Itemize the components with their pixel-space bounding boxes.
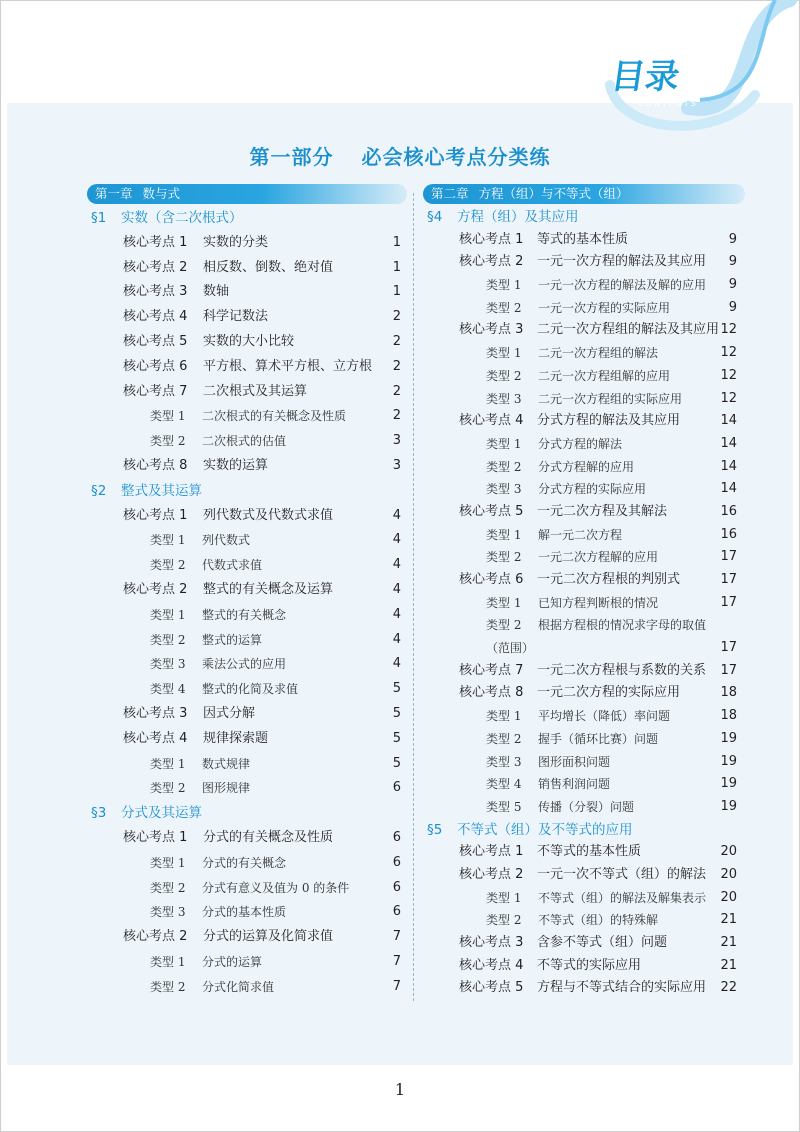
entry-title: 一元二次方程根的判别式 <box>537 572 681 587</box>
toc-entry-type[interactable] <box>423 388 745 411</box>
toc-entry-type[interactable] <box>423 433 745 456</box>
toc-entry-core-point[interactable] <box>87 702 407 727</box>
type-label: 类型 2 <box>150 632 186 647</box>
entry-title: 销售利润问题 <box>538 777 611 792</box>
toc-entry-core-point[interactable] <box>87 280 407 305</box>
logo-subtitle: CONTENTS <box>638 99 698 108</box>
page-ref: 7 <box>392 929 401 945</box>
toc-entry-type[interactable] <box>87 603 407 628</box>
entry-title: 分式的有关概念及性质 <box>203 829 334 845</box>
entry-title: 数式规律 <box>202 756 251 771</box>
entry-title: 整式的化简及求值 <box>202 682 299 697</box>
toc-entry-core-point[interactable] <box>423 841 745 864</box>
toc-entry-core-point[interactable] <box>423 864 745 887</box>
entry-title: 二元一次方程组的解法 <box>538 346 659 361</box>
toc-entry-core-point[interactable] <box>423 319 745 342</box>
section-number: §5 <box>427 821 443 838</box>
page-ref: 7 <box>392 978 401 994</box>
entry-title: 图形面积问题 <box>538 754 611 769</box>
page-ref: 5 <box>392 705 401 721</box>
toc-entry-type[interactable] <box>87 528 407 553</box>
section-heading[interactable] <box>423 206 745 229</box>
page-ref: 14 <box>720 413 737 429</box>
section-heading[interactable] <box>87 801 407 826</box>
entry-title: 一元二次方程解的应用 <box>538 550 659 565</box>
entry-title: 解一元二次方程 <box>538 527 623 542</box>
core-point-label: 核心考点 8 <box>123 457 188 473</box>
page-ref: 3 <box>392 457 401 473</box>
core-point-label: 核心考点 4 <box>123 309 188 325</box>
type-label: 类型 1 <box>486 709 522 724</box>
entry-title: 分式方程的解法及其应用 <box>537 413 681 429</box>
entry-title: 根据方程根的情况求字母的取值 <box>538 618 707 633</box>
chapter-banner <box>87 184 407 204</box>
page-ref: 6 <box>392 879 401 895</box>
toc-entry-type[interactable] <box>423 728 745 751</box>
toc-entry-type[interactable] <box>87 752 407 777</box>
part-title-name: 必会核心考点分类练 <box>361 145 551 169</box>
page-ref: 12 <box>720 345 737 361</box>
entry-title: 等式的基本性质 <box>537 231 629 247</box>
section-heading[interactable] <box>87 206 407 231</box>
page-ref: 14 <box>720 458 737 474</box>
entry-title: 二次根式的有关概念及性质 <box>202 409 347 424</box>
toc-entry-type[interactable] <box>423 614 745 637</box>
page-ref: 14 <box>720 435 737 451</box>
toc-entry-type[interactable] <box>87 876 407 901</box>
entry-title-continued: （范围） <box>486 641 535 656</box>
page-ref: 4 <box>392 656 401 672</box>
entry-title: 平均增长（降低）率问题 <box>538 709 671 724</box>
page-ref: 14 <box>720 481 737 497</box>
page-ref: 16 <box>720 526 737 542</box>
entry-title: 一元一次方程的解法及解的应用 <box>538 278 707 293</box>
page-ref: 17 <box>720 572 737 587</box>
type-label: 类型 1 <box>150 607 186 622</box>
section-heading[interactable] <box>423 819 745 842</box>
entry-title: 分式方程的实际应用 <box>538 482 647 497</box>
page-ref: 21 <box>720 935 737 950</box>
core-point-label: 核心考点 2 <box>123 581 188 597</box>
toc-entry-type[interactable] <box>87 950 407 975</box>
toc-entry-core-point[interactable] <box>87 504 407 529</box>
toc-entry-type[interactable] <box>87 553 407 578</box>
page-ref: 5 <box>392 730 401 746</box>
core-point-label: 核心考点 5 <box>459 980 524 996</box>
contents-logo-decoration <box>580 0 800 150</box>
core-point-label: 核心考点 4 <box>123 730 188 746</box>
type-label: 类型 1 <box>150 756 186 771</box>
toc-entry-core-point[interactable] <box>423 660 745 683</box>
toc-entry-core-point[interactable] <box>423 955 745 978</box>
page-ref: 7 <box>392 953 401 969</box>
page-ref: 12 <box>720 367 737 383</box>
toc-entry-core-point[interactable] <box>87 330 407 355</box>
page-ref: 22 <box>720 980 737 996</box>
page-ref: 4 <box>392 631 401 647</box>
entry-title: 因式分解 <box>203 705 256 721</box>
type-label: 类型 3 <box>486 754 522 769</box>
page-ref: 4 <box>392 532 401 548</box>
page-ref: 4 <box>392 581 401 597</box>
page-ref: 1 <box>392 234 401 250</box>
section-title: 整式及其运算 <box>121 482 202 499</box>
toc-entry-type[interactable] <box>423 773 745 796</box>
type-label: 类型 1 <box>486 278 522 293</box>
page-ref: 4 <box>392 606 401 622</box>
type-label: 类型 2 <box>486 459 522 474</box>
entry-title: 列代数式 <box>202 533 251 548</box>
core-point-label: 核心考点 7 <box>123 383 188 399</box>
section-title: 分式及其运算 <box>121 805 202 822</box>
page-ref: 18 <box>720 708 737 724</box>
page-ref: 4 <box>392 507 401 523</box>
entry-title: 分式化简求值 <box>202 979 275 994</box>
entry-title: 代数式求值 <box>202 558 263 573</box>
core-point-label: 核心考点 2 <box>459 254 524 270</box>
type-label: 类型 2 <box>486 913 522 928</box>
core-point-label: 核心考点 6 <box>459 572 524 587</box>
type-label: 类型 2 <box>150 880 186 895</box>
type-label: 类型 3 <box>150 905 186 920</box>
page-ref: 21 <box>720 912 737 928</box>
entry-title: 握手（循环比赛）问题 <box>538 731 659 746</box>
core-point-label: 核心考点 3 <box>123 284 188 300</box>
core-point-label: 核心考点 2 <box>459 866 524 882</box>
page-ref: 6 <box>392 829 401 845</box>
type-label: 类型 4 <box>150 682 186 697</box>
column-divider <box>413 193 414 1001</box>
toc-entry-core-point[interactable] <box>423 977 745 1000</box>
core-point-label: 核心考点 2 <box>123 929 188 945</box>
toc-entry-core-point[interactable] <box>423 251 745 274</box>
toc-entry-core-point[interactable] <box>87 256 407 281</box>
page-ref: 9 <box>728 277 737 293</box>
entry-title: 整式的有关概念 <box>202 607 287 622</box>
toc-entry-core-point[interactable] <box>87 454 407 479</box>
toc-entry-type[interactable] <box>423 274 745 297</box>
entry-title: 二元一次方程组的解法及其应用 <box>537 322 720 338</box>
type-label: 类型 1 <box>486 527 522 542</box>
toc-entry-type[interactable] <box>423 524 745 547</box>
toc-entry-type[interactable] <box>87 404 407 429</box>
page-ref: 16 <box>720 503 737 519</box>
page-ref: 2 <box>392 408 401 424</box>
entry-title: 不等式（组）的解法及解集表示 <box>538 890 707 905</box>
type-label: 类型 3 <box>486 391 522 406</box>
type-label: 类型 1 <box>150 533 186 548</box>
type-label: 类型 3 <box>486 482 522 497</box>
type-label: 类型 1 <box>150 409 186 424</box>
core-point-label: 核心考点 8 <box>459 685 524 701</box>
core-point-label: 核心考点 5 <box>123 333 188 349</box>
type-label: 类型 2 <box>486 300 522 315</box>
page-ref: 5 <box>392 681 401 697</box>
core-point-label: 核心考点 1 <box>123 507 188 523</box>
type-label: 类型 2 <box>150 558 186 573</box>
part-title <box>0 141 800 170</box>
core-point-label: 核心考点 5 <box>459 503 524 519</box>
page-ref: 2 <box>392 333 401 349</box>
toc-entry-core-point[interactable] <box>423 569 745 592</box>
toc-entry-type[interactable] <box>423 796 745 819</box>
entry-title: 分式方程的解法 <box>538 436 623 451</box>
left-column <box>87 184 407 1000</box>
entry-title: 实数的运算 <box>203 457 269 473</box>
page-ref: 17 <box>720 594 737 610</box>
type-label: 类型 2 <box>486 731 522 746</box>
toc-entry-type[interactable] <box>423 478 745 501</box>
page-ref: 6 <box>392 904 401 920</box>
page-ref: 9 <box>728 299 737 315</box>
toc-entry-type[interactable] <box>423 705 745 728</box>
section-title: 实数（含二次根式） <box>121 210 243 226</box>
entry-title: 图形规律 <box>202 781 251 796</box>
entry-title: 规律探索题 <box>203 730 269 746</box>
entry-title: 平方根、算术平方根、立方根 <box>203 358 373 374</box>
entry-title: 不等式（组）的特殊解 <box>538 913 659 928</box>
entry-title: 二次根式的估值 <box>202 434 287 449</box>
toc-entry-type[interactable] <box>423 365 745 388</box>
core-point-label: 核心考点 1 <box>123 234 188 250</box>
entry-title: 分式的有关概念 <box>202 855 287 870</box>
entry-title: 不等式的基本性质 <box>537 844 642 860</box>
type-label: 类型 4 <box>486 777 522 792</box>
toc-entry-type[interactable] <box>423 592 745 615</box>
type-label: 类型 2 <box>486 368 522 383</box>
toc-entry-core-point[interactable] <box>423 932 745 955</box>
type-label: 类型 1 <box>486 346 522 361</box>
chapter-name: 数与式 <box>142 186 181 201</box>
page-number: 1 <box>394 1080 406 1099</box>
core-point-label: 核心考点 1 <box>123 829 188 845</box>
core-point-label: 核心考点 7 <box>459 662 524 678</box>
type-label: 类型 3 <box>150 657 186 672</box>
entry-title: 分式有意义及值为 0 的条件 <box>202 880 350 895</box>
toc-entry-type[interactable] <box>423 887 745 910</box>
entry-title: 一元二次方程的实际应用 <box>537 685 681 701</box>
page-ref: 1 <box>392 284 401 300</box>
type-label: 类型 1 <box>150 855 186 870</box>
toc-entry-core-point[interactable] <box>423 229 745 252</box>
toc-entry-type[interactable] <box>423 297 745 320</box>
page-ref: 4 <box>392 557 401 573</box>
toc-entry-type[interactable] <box>423 456 745 479</box>
core-point-label: 核心考点 1 <box>459 231 524 247</box>
entry-title: 二元一次方程组的实际应用 <box>538 391 683 406</box>
core-point-label: 核心考点 3 <box>123 705 188 721</box>
page-ref: 19 <box>720 753 737 769</box>
page-ref: 17 <box>720 549 737 565</box>
type-label: 类型 2 <box>486 618 522 633</box>
entry-title: 数轴 <box>203 284 230 300</box>
type-label: 类型 1 <box>486 890 522 905</box>
toc-entry-core-point[interactable] <box>87 355 407 380</box>
toc-entry-continuation <box>423 637 745 660</box>
entry-title: 列代数式及代数式求值 <box>203 507 334 523</box>
entry-title: 整式的有关概念及运算 <box>203 581 334 597</box>
toc-entry-type[interactable] <box>423 909 745 932</box>
entry-title: 实数的大小比较 <box>203 333 295 349</box>
section-number: §4 <box>427 209 443 225</box>
toc-entry-core-point[interactable] <box>87 925 407 950</box>
entry-title: 方程与不等式结合的实际应用 <box>537 980 707 996</box>
entry-title: 分式方程解的应用 <box>538 459 635 474</box>
page-ref: 2 <box>392 358 401 374</box>
page-ref: 20 <box>720 866 737 882</box>
toc-entry-core-point[interactable] <box>423 410 745 433</box>
page-ref: 19 <box>720 776 737 792</box>
core-point-label: 核心考点 4 <box>459 413 524 429</box>
toc-entry-core-point[interactable] <box>423 682 745 705</box>
entry-title: 分式的运算 <box>202 954 263 969</box>
entry-title: 分式的运算及化简求值 <box>203 929 334 945</box>
toc-entry-type[interactable] <box>87 628 407 653</box>
chapter-number: 第二章 <box>431 186 469 201</box>
core-point-label: 核心考点 2 <box>123 259 188 275</box>
section-number: §1 <box>91 210 107 226</box>
page-ref: 6 <box>392 780 401 796</box>
toc-entry-type[interactable] <box>87 975 407 1000</box>
toc-entry-type[interactable] <box>87 677 407 702</box>
type-label: 类型 1 <box>486 436 522 451</box>
page-ref: 3 <box>392 433 401 449</box>
section-number: §2 <box>91 482 107 499</box>
type-label: 类型 2 <box>150 434 186 449</box>
page-ref: 2 <box>392 383 401 399</box>
logo-title: 目录 <box>608 57 682 97</box>
entry-title: 含参不等式（组）问题 <box>537 935 668 950</box>
core-point-label: 核心考点 1 <box>459 844 524 860</box>
entry-title: 一元二次方程根与系数的关系 <box>537 662 707 678</box>
entry-title: 一元二次方程及其解法 <box>537 503 668 519</box>
page-ref: 2 <box>392 309 401 325</box>
page-ref: 19 <box>720 798 737 814</box>
section-heading[interactable] <box>87 479 407 504</box>
page-ref: 12 <box>720 322 737 338</box>
page-ref: 9 <box>728 231 737 247</box>
entry-title: 科学记数法 <box>203 309 269 325</box>
toc-entry-core-point[interactable] <box>87 231 407 256</box>
entry-title: 实数的分类 <box>203 234 269 250</box>
toc-entry-type[interactable] <box>87 776 407 801</box>
toc-entry-type[interactable] <box>423 546 745 569</box>
entry-title: 一元一次不等式（组）的解法 <box>537 866 707 882</box>
type-label: 类型 2 <box>150 781 186 796</box>
toc-entry-core-point[interactable] <box>87 380 407 405</box>
right-column <box>423 184 745 1000</box>
page-ref: 20 <box>720 844 737 860</box>
toc-entry-core-point[interactable] <box>423 501 745 524</box>
page-ref: 6 <box>392 854 401 870</box>
section-number: §3 <box>91 805 107 822</box>
entry-title: 分式的基本性质 <box>202 905 287 920</box>
page-ref: 12 <box>720 390 737 406</box>
toc-entry-core-point[interactable] <box>87 727 407 752</box>
entry-title: 乘法公式的应用 <box>202 657 287 672</box>
page-ref: 21 <box>720 957 737 973</box>
part-title-number: 第一部分 <box>249 145 334 169</box>
page-ref: 1 <box>392 259 401 275</box>
chapter-name: 方程（组）与不等式（组） <box>478 186 629 201</box>
page-ref: 9 <box>728 254 737 270</box>
entry-title: 二元一次方程组解的应用 <box>538 368 671 383</box>
entry-title: 整式的运算 <box>202 632 263 647</box>
toc-entry-core-point[interactable] <box>87 826 407 851</box>
type-label: 类型 2 <box>150 979 186 994</box>
core-point-label: 核心考点 6 <box>123 358 188 374</box>
page-ref: 20 <box>720 889 737 905</box>
page-ref: 17 <box>720 640 737 656</box>
page-ref: 19 <box>720 730 737 746</box>
entry-title: 相反数、倒数、绝对值 <box>203 259 334 275</box>
section-title: 不等式（组）及不等式的应用 <box>457 821 633 838</box>
entry-title: 传播（分裂）问题 <box>538 799 635 814</box>
type-label: 类型 2 <box>486 550 522 565</box>
entry-title: 一元一次方程的解法及其应用 <box>537 254 707 270</box>
page-ref: 5 <box>392 755 401 771</box>
entry-title: 二次根式及其运算 <box>203 383 308 399</box>
core-point-label: 核心考点 3 <box>459 322 524 338</box>
toc-entry-type[interactable] <box>87 652 407 677</box>
toc-entry-type[interactable] <box>87 429 407 454</box>
toc-entry-type[interactable] <box>423 342 745 365</box>
toc-entry-type[interactable] <box>423 751 745 774</box>
toc-entry-core-point[interactable] <box>87 578 407 603</box>
type-label: 类型 5 <box>486 799 522 814</box>
type-label: 类型 1 <box>486 595 522 610</box>
core-point-label: 核心考点 3 <box>459 935 524 950</box>
entry-title: 不等式的实际应用 <box>537 957 642 973</box>
entry-title: 已知方程判断根的情况 <box>538 595 659 610</box>
chapter-number: 第一章 <box>95 186 133 201</box>
core-point-label: 核心考点 4 <box>459 957 524 973</box>
chapter-banner <box>423 184 745 204</box>
page-ref: 17 <box>720 662 737 678</box>
toc-entry-core-point[interactable] <box>87 305 407 330</box>
toc-entry-type[interactable] <box>87 851 407 876</box>
toc-entry-type[interactable] <box>87 900 407 925</box>
page-ref: 18 <box>720 685 737 701</box>
entry-title: 一元一次方程的实际应用 <box>538 300 671 315</box>
section-title: 方程（组）及其应用 <box>457 209 579 225</box>
type-label: 类型 1 <box>150 954 186 969</box>
